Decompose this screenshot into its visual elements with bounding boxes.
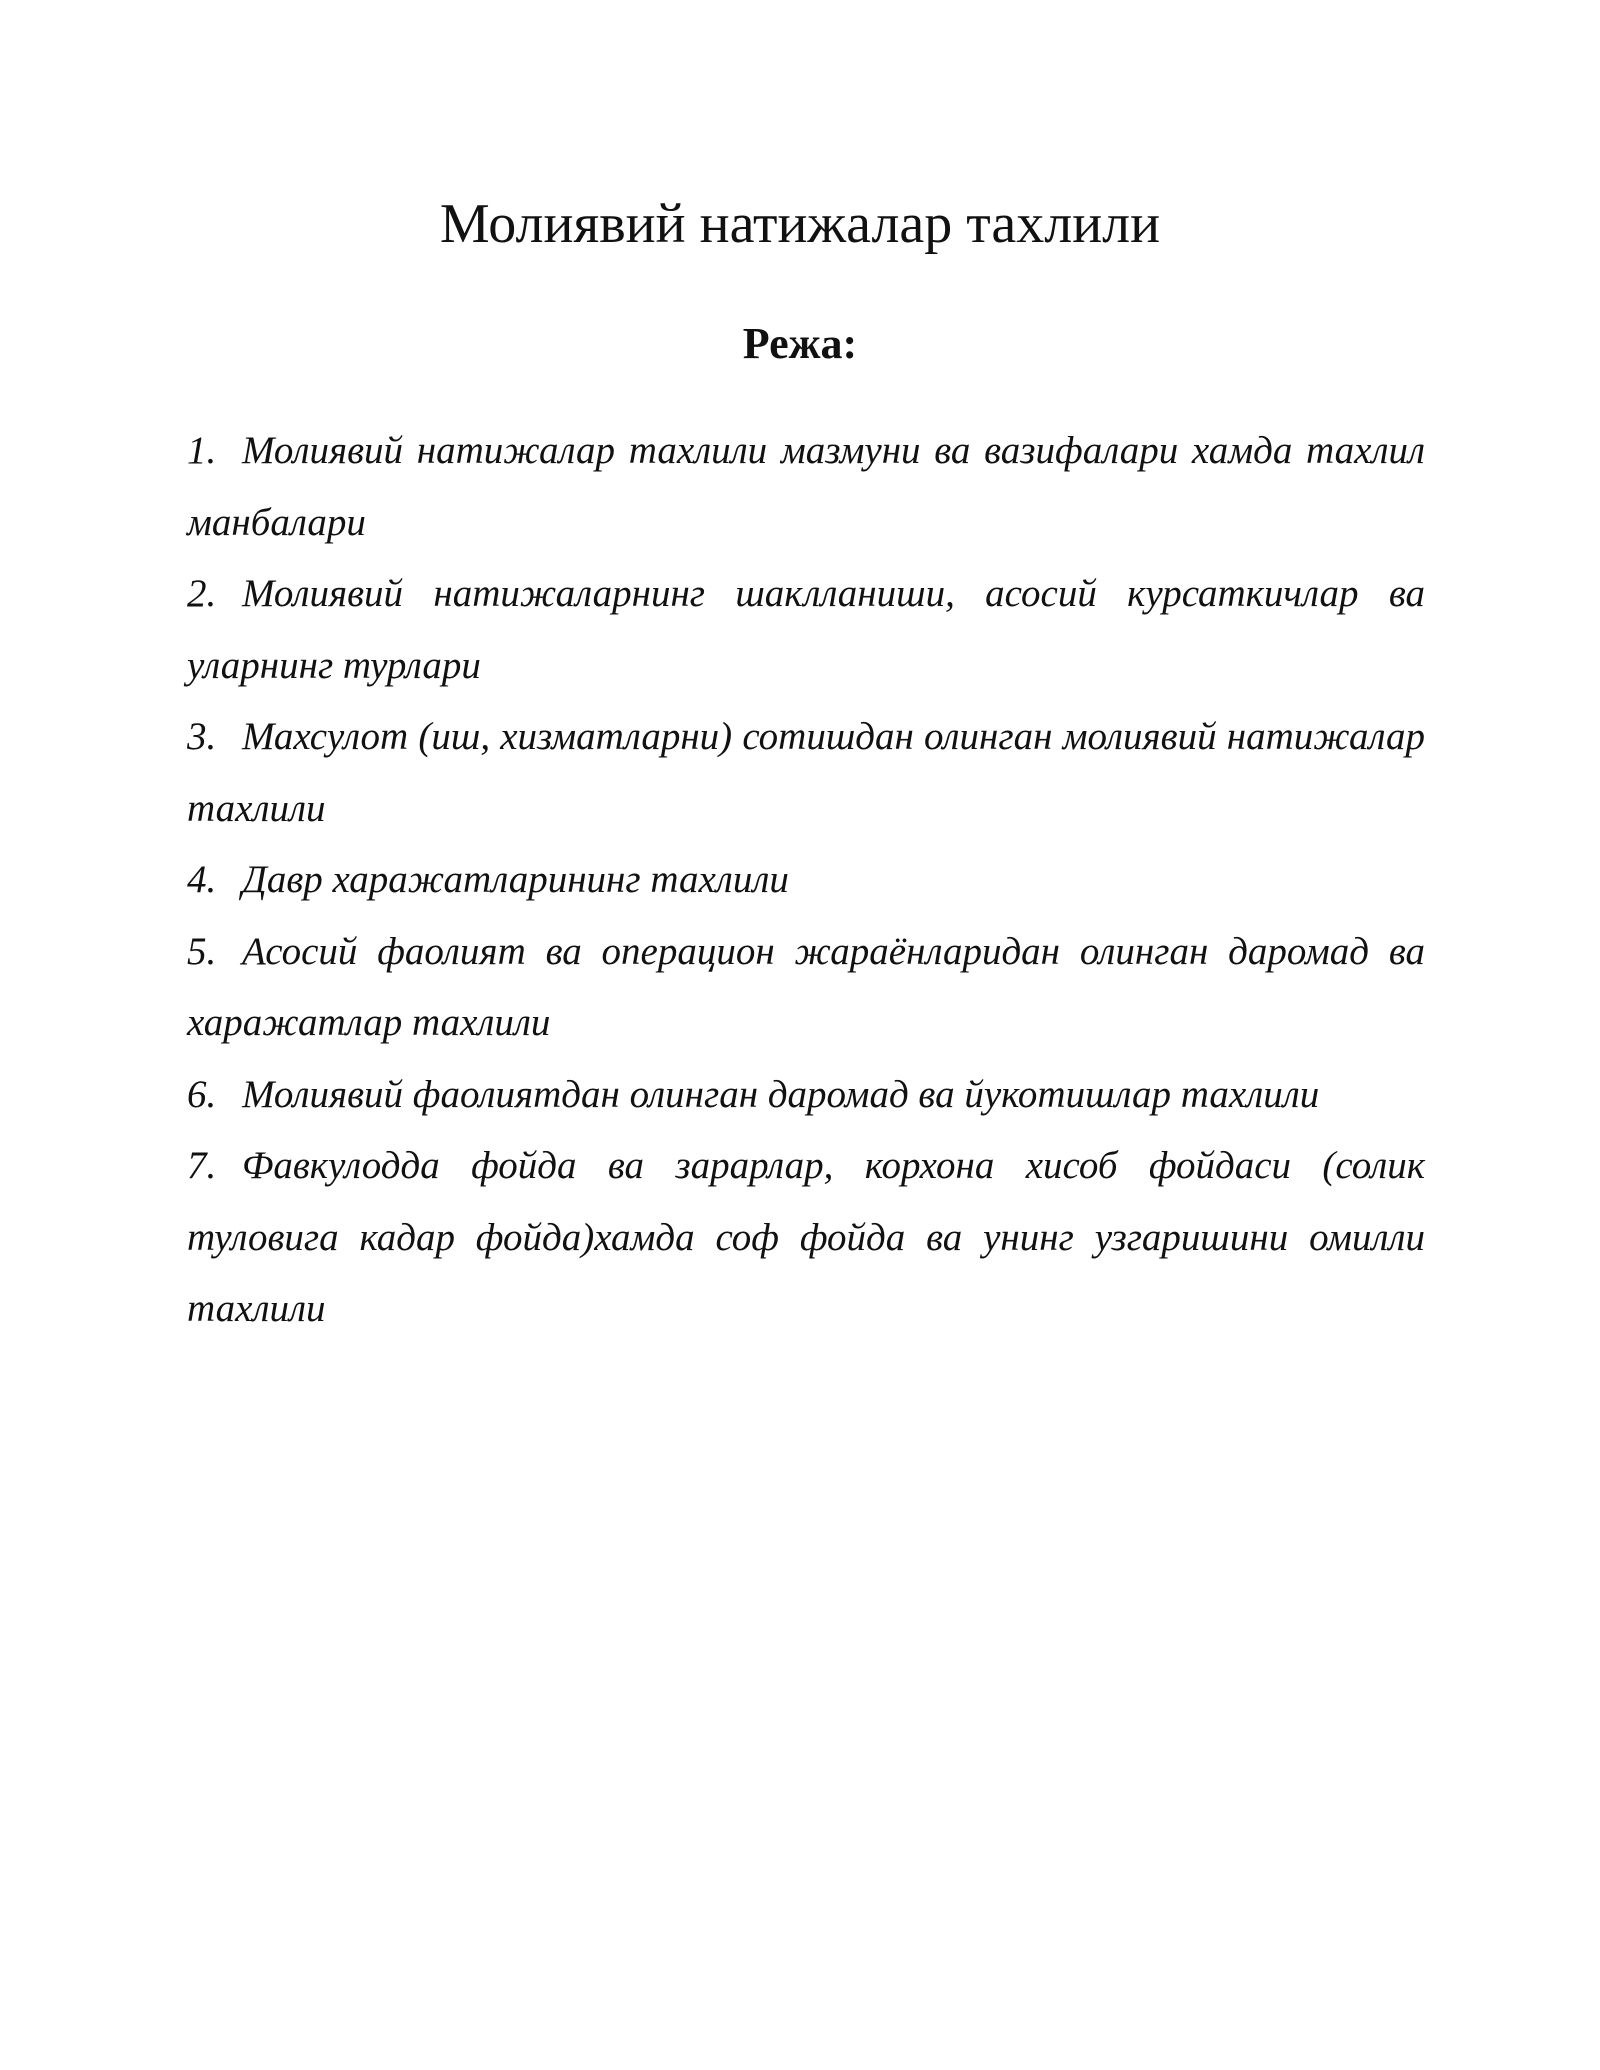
plan-item-2 [187,558,1425,701]
plan-heading: Режа: [742,319,858,368]
plan-item-number: 5. [187,929,217,973]
plan-item-5 [187,916,1425,1059]
plan-list [187,415,1425,1345]
plan-item-text: Давр харажатларининг тахлили [242,858,789,901]
plan-item-4 [187,844,1425,916]
plan-item-text: Асосий фаолият ва операцион жараёнларидан олинган даромад ва харажатлар тахлили [187,929,1425,1044]
plan-item-number: 1. [187,429,217,472]
plan-item-7 [187,1130,1425,1345]
plan-item-1 [187,415,1425,558]
plan-item-text: Молиявий натижалар тахлили мазмуни ва вазифалари хамда тахлил манбалари [187,429,1425,544]
plan-item-text: Молиявий фаолиятдан олинган даромад ва йукотишлар тахлили [242,1072,1320,1116]
plan-item-text: Молиявий натижаларнинг шаклланиши, асосий курсаткичлар ва уларнинг турлари [187,572,1425,687]
plan-item-number: 4. [187,858,217,901]
plan-item-number: 2. [187,572,217,615]
plan-item-3 [187,701,1425,844]
plan-item-6 [187,1059,1425,1131]
document-title: Молиявий натижалар тахлили [439,193,1161,255]
plan-item-text: Махсулот (иш, хизматларни) сотишдан олинган молиявий натижалар тахлили [187,715,1425,830]
plan-item-number: 3. [187,715,217,758]
plan-item-number: 6. [187,1072,217,1116]
plan-item-number: 7. [187,1144,217,1187]
plan-item-text: Фавкулодда фойда ва зарарлар, корхона хисоб фойдаси (солик туловига кадар фойда)хамда соф фойда ва унинг узгаришини омилли тахлили [187,1144,1425,1330]
